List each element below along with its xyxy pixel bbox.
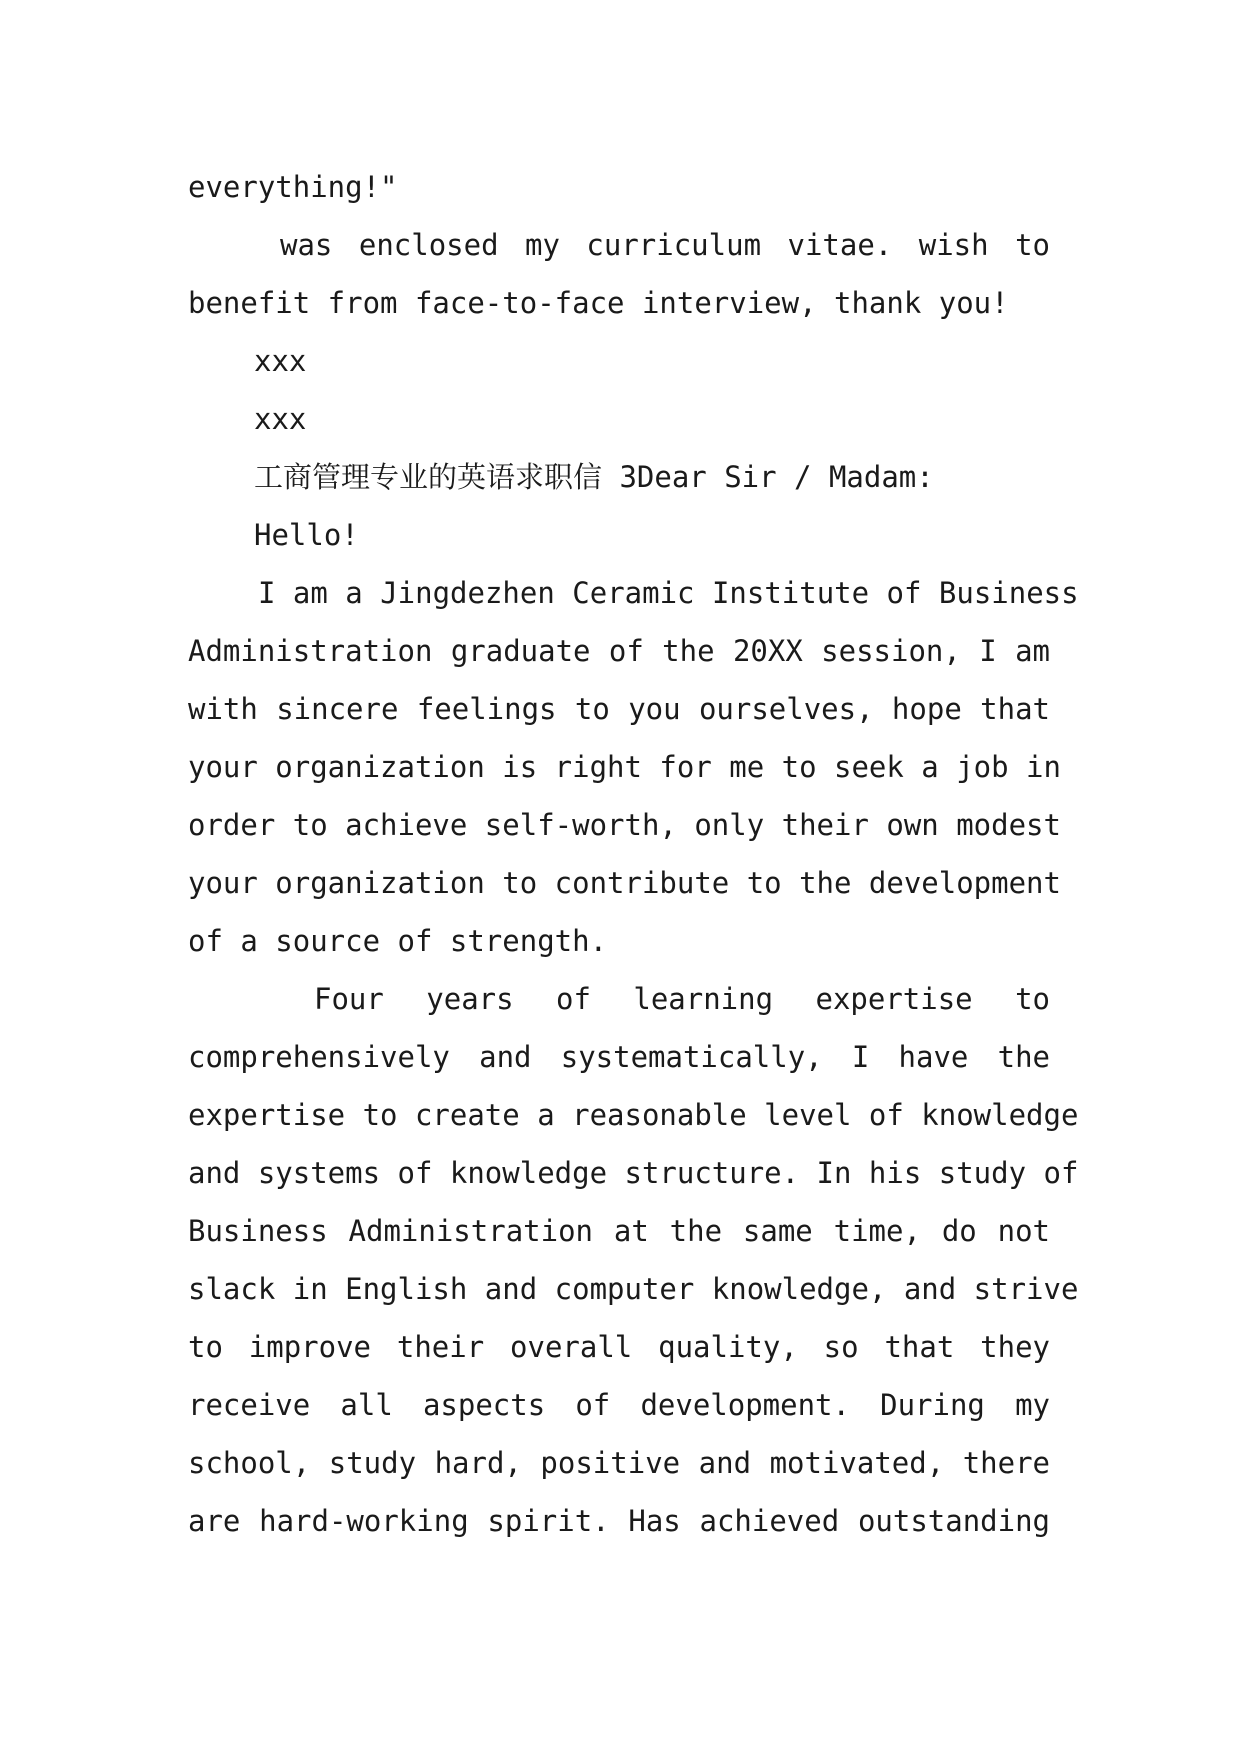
text-line: receive all aspects of development. During my xyxy=(188,1388,1050,1422)
signature-line: xxx xyxy=(254,344,307,378)
text-line: with sincere feelings to you ourselves, hope that xyxy=(188,692,1050,726)
text-line: slack in English and computer knowledge, and strive xyxy=(188,1272,1079,1306)
text-line: of a source of strength. xyxy=(188,924,608,958)
text-line: Administration graduate of the 20XX session, I am xyxy=(188,634,1050,668)
text-line: and systems of knowledge structure. In his study of xyxy=(188,1156,1079,1190)
text-line: I am a Jingdezhen Ceramic Institute of Business xyxy=(258,576,1079,610)
section-heading: 工商管理专业的英语求职信 3Dear Sir / Madam: xyxy=(254,460,934,494)
text-line: your organization is right for me to seek a job in xyxy=(188,750,1061,784)
text-line: everything!" xyxy=(188,170,398,204)
text-line: expertise to create a reasonable level of knowledge xyxy=(188,1098,1079,1132)
text-line: to improve their overall quality, so that they xyxy=(188,1330,1050,1364)
text-line: comprehensively and systematically, I have the xyxy=(188,1040,1050,1074)
text-line: Business Administration at the same time, do not xyxy=(188,1214,1050,1248)
text-line: are hard-working spirit. Has achieved outstanding xyxy=(188,1504,1050,1538)
text-line: school, study hard, positive and motivated, there xyxy=(188,1446,1050,1480)
text-line: order to achieve self-worth, only their own modest xyxy=(188,808,1061,842)
text-line: Four years of learning expertise to xyxy=(314,982,1050,1016)
text-line: your organization to contribute to the development xyxy=(188,866,1061,900)
date-line: xxx xyxy=(254,402,307,436)
text-line: benefit from face-to-face interview, thank you! xyxy=(188,286,1009,320)
greeting-line: Hello! xyxy=(254,518,359,552)
text-line: was enclosed my curriculum vitae. wish to xyxy=(280,228,1050,262)
